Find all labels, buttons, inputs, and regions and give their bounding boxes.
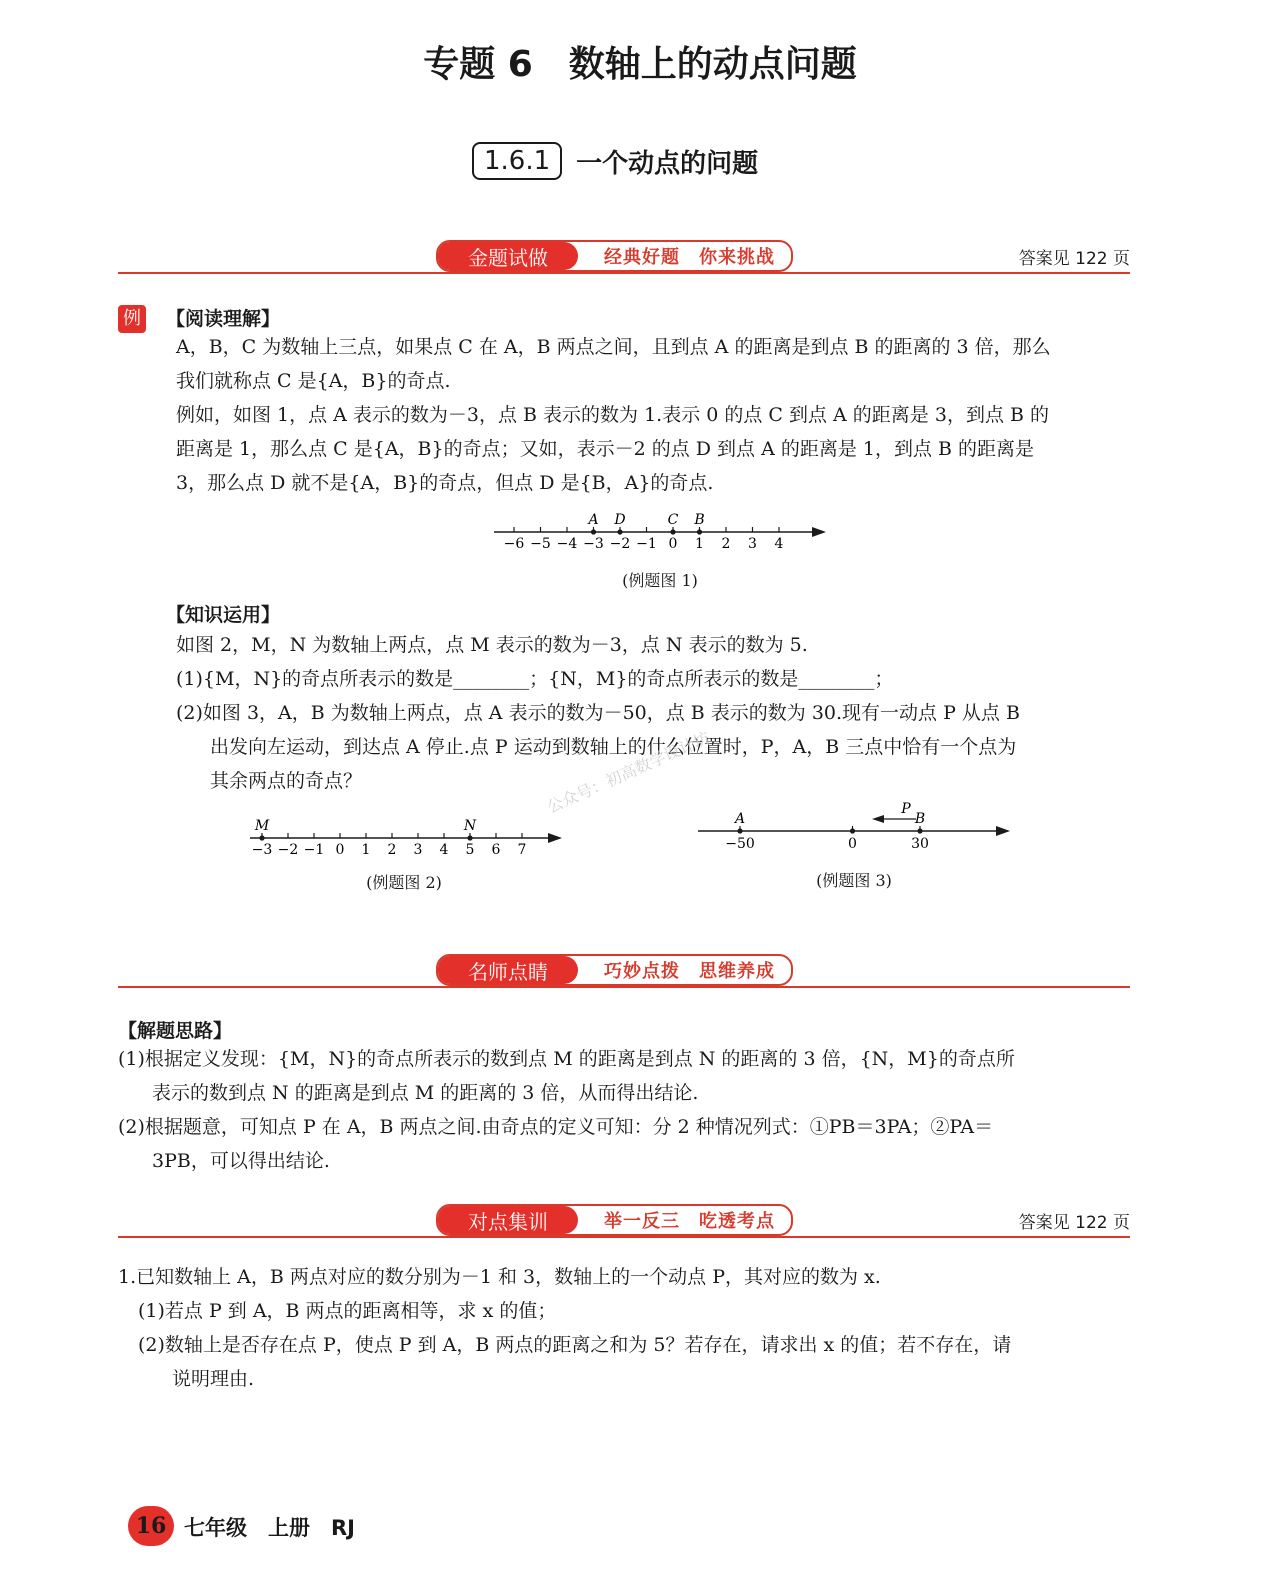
section-title <box>472 142 758 180</box>
number-line-figure-2 <box>246 816 566 862</box>
point-marker <box>670 529 675 534</box>
point-label: A <box>734 811 746 827</box>
point-marker <box>617 529 622 534</box>
question-2-line: 其余两点的奇点？ <box>210 770 363 792</box>
watermark: 公众号：初高数学设计坊 <box>544 727 713 817</box>
exercise-line: 说明理由. <box>172 1368 255 1390</box>
example-badge: 例 <box>118 305 146 333</box>
topic-label: 专题 6 <box>423 44 533 85</box>
exercise-text <box>118 1260 1011 1396</box>
band-lead: 金题试做 <box>438 242 578 270</box>
tick-label: −5 <box>530 536 551 552</box>
point-label: N <box>463 818 477 834</box>
point-marker <box>591 529 596 534</box>
solution-text <box>118 1042 1015 1178</box>
tick-label: −1 <box>303 842 325 858</box>
tick-label: 0 <box>335 842 345 858</box>
band-pill <box>436 954 793 986</box>
reading-line: 例如，如图 1，点 A 表示的数为－3，点 B 表示的数为 1.表示 0 的点 C 到点 A 的距离是 3，到点 B 的 <box>176 404 1049 426</box>
band-tail: 举一反三 吃透考点 <box>604 1211 775 1232</box>
section-title-text: 一个动点的问题 <box>576 148 759 179</box>
page-title <box>0 36 1280 87</box>
band-teacher-tips <box>118 954 1130 988</box>
band-rule <box>118 1236 1130 1238</box>
tick-label: −50 <box>725 836 755 852</box>
tick-label: −3 <box>251 842 273 858</box>
band-lead: 对点集训 <box>438 1206 578 1234</box>
point-label: A <box>588 512 599 528</box>
question-2-line: 出发向左运动，到达点 A 停止.点 P 运动到数轴上的什么位置时，P，A，B 三点中恰有一个点为 <box>210 736 1017 758</box>
tick-label: 0 <box>848 836 857 852</box>
point-label: M <box>254 818 270 834</box>
axis-arrow-icon <box>996 826 1010 836</box>
reading-line: A，B，C 为数轴上三点，如果点 C 在 A，B 两点之间，且到点 A 的距离是到点 B 的距离的 3 倍，那么 <box>176 336 1051 358</box>
tick-label: 2 <box>721 536 731 552</box>
origin-marker <box>850 828 855 833</box>
point-label: D <box>614 512 626 528</box>
tick-label: 4 <box>439 842 449 858</box>
tick-label: 3 <box>413 842 423 858</box>
number-line-figure-3 <box>694 800 1014 860</box>
figure-1-caption: (例题图 1) <box>622 571 698 590</box>
book-label: 七年级 上册 RJ <box>184 1516 355 1540</box>
moving-point-label: P <box>901 801 911 817</box>
band-rule <box>118 986 1130 988</box>
point-marker <box>737 828 742 833</box>
solution-line: 3PB，可以得出结论. <box>152 1150 330 1172</box>
band-tail: 经典好题 你来挑战 <box>604 247 775 268</box>
topic-title: 数轴上的动点问题 <box>568 44 857 85</box>
tick-label: −2 <box>277 842 299 858</box>
tick-label: 2 <box>387 842 397 858</box>
tick-label: 1 <box>695 536 704 552</box>
point-marker <box>697 529 702 534</box>
number-line-figure-1 <box>490 508 830 558</box>
exercise-line: 1.已知数轴上 A，B 两点对应的数分别为－1 和 3，数轴上的一个动点 P，其对应的数为 x. <box>118 1266 881 1288</box>
tick-label: −1 <box>636 536 657 552</box>
tick-label: 7 <box>517 842 527 858</box>
band-pill <box>436 240 793 272</box>
band-gold-problems <box>118 240 1130 274</box>
tick-label: −2 <box>609 536 631 552</box>
band-practice <box>118 1204 1130 1238</box>
point-marker <box>259 835 264 840</box>
page-number: 16 <box>128 1506 174 1546</box>
solution-line: (1)根据定义发现：{M，N}的奇点所表示的数到点 M 的距离是到点 N 的距离的 3 倍，{N，M}的奇点所 <box>118 1048 1015 1070</box>
solution-heading: 【解题思路】 <box>118 1020 233 1042</box>
reading-text <box>176 330 1051 500</box>
band-pill <box>436 1204 793 1236</box>
exercise-line: (2)数轴上是否存在点 P，使点 P 到 A，B 两点的距离之和为 5？若存在，请求出 x 的值；若不存在，请 <box>138 1334 1012 1356</box>
reading-line: 我们就称点 C 是{A，B}的奇点. <box>176 370 451 392</box>
point-marker <box>917 828 922 833</box>
band-rule <box>118 272 1130 274</box>
reading-line: 距离是 1，那么点 C 是{A，B}的奇点；又如，表示－2 的点 D 到点 A 的距离是 1，到点 B 的距离是 <box>176 438 1035 460</box>
axis-arrow-icon <box>812 527 826 537</box>
solution-line: 表示的数到点 N 的距离是到点 M 的距离的 3 倍，从而得出结论. <box>152 1082 699 1104</box>
tick-label: 1 <box>361 842 371 858</box>
point-label: C <box>667 512 679 528</box>
point-label: B <box>694 512 705 528</box>
exercise-line: (1)若点 P 到 A，B 两点的距离相等，求 x 的值； <box>138 1300 557 1322</box>
band-tail: 巧妙点拨 思维养成 <box>604 961 775 982</box>
tick-label: −3 <box>583 536 604 552</box>
tick-label: −4 <box>556 536 578 552</box>
apply-line: 如图 2，M，N 为数轴上两点，点 M 表示的数为－3，点 N 表示的数为 5. <box>176 634 808 656</box>
section-number: 1.6.1 <box>472 142 562 180</box>
band-lead: 名师点睛 <box>438 956 578 984</box>
question-2-line: (2)如图 3，A，B 为数轴上两点，点 A 表示的数为－50，点 B 表示的数为 30.现有一动点 P 从点 B <box>176 702 1020 724</box>
tick-label: 30 <box>911 836 929 852</box>
tick-label: 6 <box>491 842 501 858</box>
tick-label: 5 <box>465 842 475 858</box>
answer-ref: 答案见 122 页 <box>1018 249 1130 269</box>
apply-line: (1){M，N}的奇点所表示的数是________；{N，M}的奇点所表示的数是________； <box>176 668 894 690</box>
tick-label: 3 <box>748 536 757 552</box>
answer-ref: 答案见 122 页 <box>1018 1213 1130 1233</box>
tick-label: 0 <box>668 536 678 552</box>
tick-label: 4 <box>774 536 784 552</box>
apply-text <box>176 628 893 696</box>
figure-3-caption: (例题图 3) <box>816 871 892 890</box>
tick-label: −6 <box>503 536 525 552</box>
figure-2-caption: (例题图 2) <box>366 873 442 892</box>
axis-arrow-icon <box>548 833 562 843</box>
motion-arrow-icon <box>872 815 884 823</box>
point-label: B <box>914 811 926 827</box>
point-marker <box>467 835 472 840</box>
solution-line: (2)根据题意，可知点 P 在 A，B 两点之间.由奇点的定义可知：分 2 种情况列式：①PB＝3PA；②PA＝ <box>118 1116 994 1138</box>
reading-heading: 【阅读理解】 <box>166 308 281 330</box>
apply-heading: 【知识运用】 <box>166 604 281 626</box>
reading-line: 3，那么点 D 就不是{A，B}的奇点，但点 D 是{B，A}的奇点. <box>176 472 714 494</box>
